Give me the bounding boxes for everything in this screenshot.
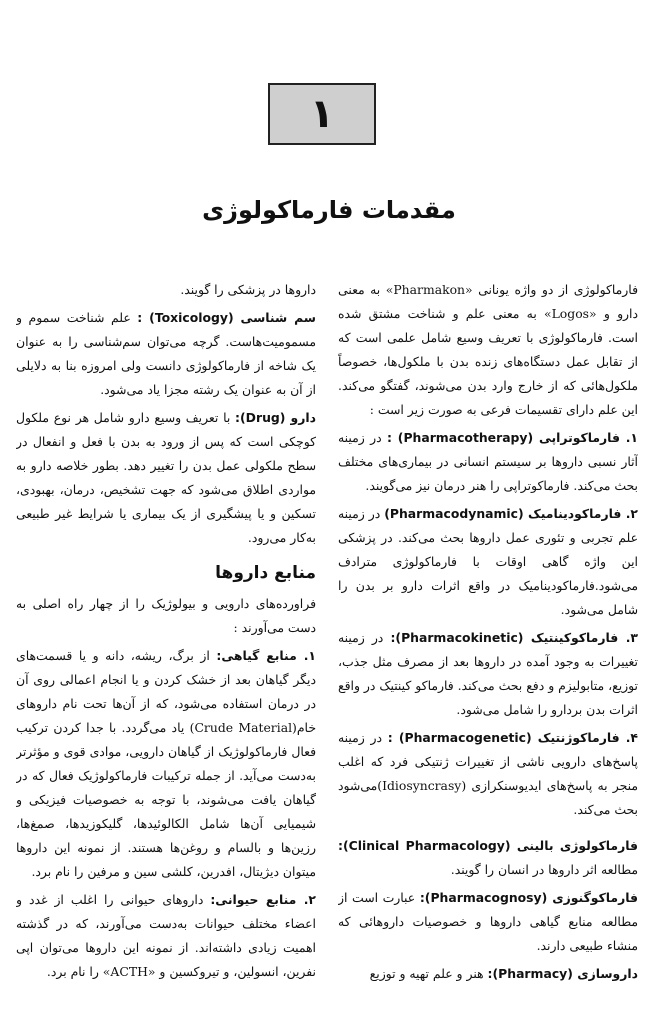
- subdivision-text: در زمینه علم تجربی و تئوری عمل داروها بحث می‌کند. در پزشکی این واژه گاهی اوقات با فارماکولوژی مترادف می‌شود.فارماکودینامیک در واقع اثرات دارو بر بدن را شامل می‌شود.: [338, 506, 638, 617]
- continuation-text: داروها در پزشکی را گویند.: [180, 282, 316, 297]
- definition-clinical-pharmacology: [338, 834, 638, 882]
- subdivision-term: ۳. فارماکوکینتیک (Pharmacokinetic):: [390, 630, 638, 645]
- section-heading: منابع داروها: [215, 563, 316, 583]
- subdivision-term: ۱. فارماکوتراپی (Pharmacotherapy) :: [387, 430, 638, 445]
- right-column: [338, 278, 638, 1018]
- definition-text: عبارت است از مطالعه منابع گیاهی داروها و خصوصیات داروهائی که منشاء طبیعی دارند.: [338, 890, 638, 953]
- subdivision-item-4: [338, 726, 638, 822]
- section-intro: فراورده‌های دارویی و بیولوژیک را از چهار راه اصلی به دست می‌آورند :: [16, 596, 316, 635]
- chapter-number: ۱: [309, 91, 335, 137]
- chapter-number-box: [268, 83, 376, 145]
- source-text: داروهای حیوانی را اغلب از غدد و اعضاء مختلف حیوانات به‌دست می‌آورند، که در گذشته اهمیت زیادی داشته‌اند. از نمونه این داروها می‌توان اپی نفرین، انسولین، و تیروکسین و «ACTH» را نام برد.: [16, 892, 316, 979]
- definition-term: فارماکولوژی بالینی (Clinical Pharmacology):: [338, 838, 638, 853]
- subdivision-text: در زمینه پاسخ‌های دارویی ناشی از تغییرات ژنتیکی فرد که اغلب منجر به پاسخ‌های ایدیوسنکرازی (Idiosyncrasy)می‌شود بحث می‌کند.: [338, 730, 638, 817]
- subdivision-term: ۲. فارماکودینامیک (Pharmacodynamic): [384, 506, 638, 521]
- definition-text: علم شناخت سموم و مسمومیت‌هاست. گرچه می‌توان سم‌شناسی را به عنوان یک شاخه از فارماکولوژی دانست ولی امروزه بنا به دلایلی از آن به عنوان یک رشته مجزا یاد می‌شود.: [16, 310, 316, 397]
- definition-term: فارماکوگنوزی (Pharmacognosy):: [419, 890, 638, 905]
- source-term: ۱. منابع گیاهی:: [216, 648, 316, 663]
- subdivision-text: در زمینه آثار نسبی داروها بر سیستم انسانی در بیماری‌های مختلف بحث می‌کند. فارماکوتراپی را هنر درمان نیز می‌گویند.: [338, 430, 638, 493]
- definition-text: با تعریف وسیع دارو شامل هر نوع ملکول کوچکی است که پس از ورود به بدن با فعل و انفعال در سطح ملکولی عمل بدن را تغییر دهد. بطور خلاصه دارو به مواردی اطلاق می‌شود که جهت تشخیص، درمان، بهبودی، تسکین و یا پیشگیری از یک بیماری یا شرایط غیر طبیعی به‌کار می‌رود.: [16, 410, 316, 545]
- source-item-animal: [16, 888, 316, 984]
- subdivision-item-2: [338, 502, 638, 622]
- definition-term: سم شناسی (Toxicology) :: [137, 310, 316, 325]
- page-title: مقدمات فارماکولوژی: [202, 196, 456, 224]
- source-item-plant: [16, 644, 316, 884]
- definition-toxicology: [16, 306, 316, 402]
- subdivision-item-3: [338, 626, 638, 722]
- definition-text: مطالعه اثر داروها در انسان را گویند.: [450, 862, 638, 877]
- source-text: از برگ، ریشه، دانه و یا قسمت‌های دیگر گیاهان بعد از خشک کردن و یا انجام اعمالی روی آن در درمان استفاده می‌شود، که از آن‌ها تحت نام داروهای خام(Crude Material) یاد می‌گردد. با جدا کردن ترکیب فعال فارماکولوژیک از گیاهان دارویی، موادی قوی و مؤثرتر به‌دست می‌آید. از جمله ترکیبات فارماکولوژیک فعال که در گیاهان یافت می‌شوند، با توجه به خصوصیات فیزیکی و شیمیایی آن‌ها شامل الکالوئیدها، گلیکوزیدها، صمغ‌ها، رزین‌ها و بالسام و روغن‌ها هستند. از نمونه این داروها میتوان دیژیتال، افدرین، کلشی سین و مرفین را نام برد.: [16, 648, 316, 879]
- definition-term: داروسازی (Pharmacy):: [487, 966, 638, 981]
- definition-pharmacy: [338, 962, 638, 986]
- subdivision-term: ۴. فارماکوژنتیک (Pharmacogenetic) :: [387, 730, 638, 745]
- subdivision-text: در زمینه تغییرات به وجود آمده در داروها بعد از مصرف مثل جذب، توزیع، متابولیزم و دفع بحث می‌کند. فارماکو کینتیک در واقع اثرات بدن بردارو را شامل می‌شود.: [338, 630, 638, 717]
- subdivision-item-1: [338, 426, 638, 498]
- left-column: [16, 278, 316, 1018]
- definition-pharmacognosy: [338, 886, 638, 958]
- definition-text: هنر و علم تهیه و توزیع: [369, 966, 484, 981]
- definition-term: دارو (Drug):: [235, 410, 316, 425]
- intro-paragraph: فارماکولوژی از دو واژه یونانی «Pharmakon» به معنی دارو و «Logos» به معنی علم و شناخت مشتق شده است. فارماکولوژی با تعریف وسیع شامل علمی است که از تقابل عمل دستگاه‌های زنده بدن با ملکول‌ها، خصوصاً ملکول‌هائی که از خارج وارد بدن می‌شوند، گفتگو می‌کند. این علم دارای تقسیمات فرعی به صورت زیر است :: [338, 282, 638, 417]
- source-term: ۲. منابع حیوانی:: [210, 892, 316, 907]
- definition-drug: [16, 406, 316, 550]
